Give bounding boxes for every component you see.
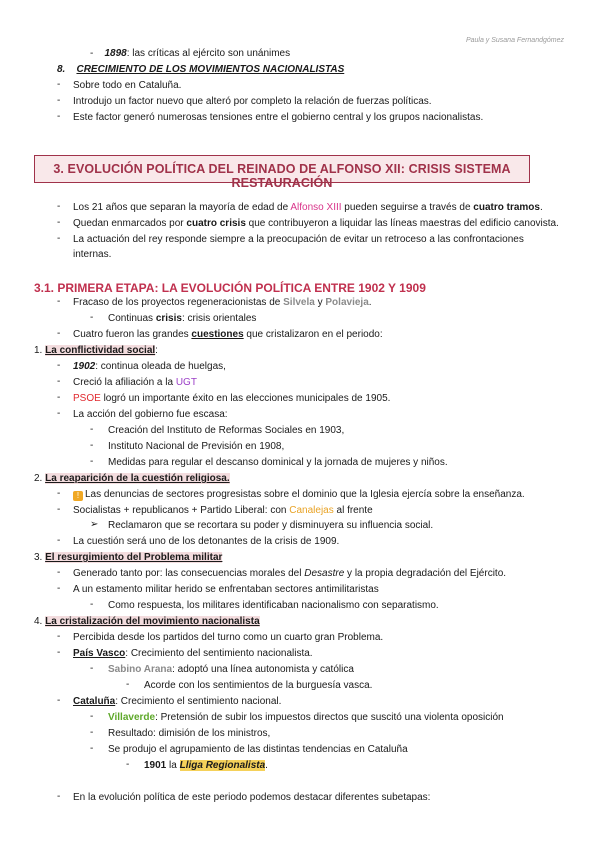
point-heading-2: 2. La reaparición de la cuestión religiosa. <box>34 473 230 484</box>
bullet-dash: - <box>57 695 61 706</box>
list-item: - 1898: las críticas al ejército son unánimes <box>90 48 291 59</box>
bullet-dash: - <box>57 233 61 244</box>
point-heading-4: 4. La cristalización del movimiento nacionalista <box>34 616 260 627</box>
list-item: En la evolución política de este periodo podemos destacar diferentes subetapas: <box>73 792 431 803</box>
bullet-dash: - <box>90 743 94 754</box>
list-item: A un estamento militar herido se enfrentaban sectores antimilitaristas <box>73 584 379 595</box>
point-heading-1: 1. La conflictividad social: <box>34 345 158 356</box>
bullet-dash: - <box>90 599 94 610</box>
list-item: Cataluña: Crecimiento el sentimiento nacional. <box>73 696 282 707</box>
bullet-dash: - <box>57 376 61 387</box>
subsection-title: 3.1. PRIMERA ETAPA: LA EVOLUCIÓN POLÍTICA ENTRE 1902 Y 1909 <box>34 281 426 295</box>
list-item: Fracaso de los proyectos regeneracionistas de Silvela y Polavieja. <box>73 297 372 308</box>
bullet-dash: - <box>57 201 61 212</box>
bullet-dash: - <box>57 79 61 90</box>
bullet-dash: - <box>126 759 130 770</box>
list-item: La cuestión será uno de los detonantes de la crisis de 1909. <box>73 536 340 547</box>
list-item: La actuación del rey responde siempre a la preocupación de evitar un retroceso a las confrontaciones <box>73 234 524 245</box>
list-item: Villaverde: Pretensión de subir los impuestos directos que suscitó una violenta oposición <box>108 712 504 723</box>
bullet-dash: - <box>57 535 61 546</box>
list-item: Acorde con los sentimientos de la burguesía vasca. <box>144 680 373 691</box>
list-item: País Vasco: Crecimiento del sentimiento nacionalista. <box>73 648 313 659</box>
list-item: Quedan enmarcados por cuatro crisis que contribuyeron a liquidar las líneas maestras del edificio canovista. <box>73 218 559 229</box>
bullet-dash: - <box>57 328 61 339</box>
list-item: Medidas para regular el descanso dominical y la jornada de mujeres y niños. <box>108 457 448 468</box>
bullet-dash: - <box>57 392 61 403</box>
bullet-dash: - <box>57 631 61 642</box>
bullet-dash: - <box>57 111 61 122</box>
list-item: Socialistas + republicanos + Partido Liberal: con Canalejas al frente <box>73 505 373 516</box>
list-item: PSOE logró un importante éxito en las elecciones municipales de 1905. <box>73 393 391 404</box>
list-item: Se produjo el agrupamiento de las distintas tendencias en Cataluña <box>108 744 408 755</box>
bullet-dash: - <box>57 360 61 371</box>
bullet-dash: - <box>57 217 61 228</box>
bullet-dash: - <box>57 408 61 419</box>
bullet-dash: - <box>57 647 61 658</box>
list-item: Reclamaron que se recortara su poder y disminuyera su influencia social. <box>108 520 434 531</box>
bullet-dash: - <box>90 456 94 467</box>
bullet-dash: - <box>57 504 61 515</box>
list-item: Creció la afiliación a la UGT <box>73 377 197 388</box>
bullet-dash: - <box>57 791 61 802</box>
list-item-continuation: internas. <box>73 249 112 260</box>
list-item: Introdujo un factor nuevo que alteró por completo la relación de fuerzas políticas. <box>73 96 432 107</box>
bullet-dash: - <box>57 95 61 106</box>
list-item: Percibida desde los partidos del turno como un cuarto gran Problema. <box>73 632 384 643</box>
list-item: 1902: continua oleada de huelgas, <box>73 361 226 372</box>
list-item: 1901 la Lliga Regionalista. <box>144 760 268 771</box>
list-item: Como respuesta, los militares identificaban nacionalismo con separatismo. <box>108 600 439 611</box>
list-item: ! Las denuncias de sectores progresistas sobre el dominio que la Iglesia ejercía sobre la enseñanza. <box>73 488 525 502</box>
arrow-bullet-icon: ➢ <box>90 519 99 530</box>
bullet-dash: - <box>90 312 94 323</box>
bullet-dash: - <box>57 488 61 499</box>
header-authors: Paula y Susana Fernandgómez <box>465 37 564 44</box>
list-item: Generado tanto por: las consecuencias morales del Desastre y la propia degradación del Ejército. <box>73 568 507 579</box>
list-item: Continuas crisis: crisis orientales <box>108 313 257 324</box>
list-item: Creación del Instituto de Reformas Sociales en 1903, <box>108 425 345 436</box>
list-item: Resultado: dimisión de los ministros, <box>108 728 271 739</box>
bullet-dash: - <box>57 583 61 594</box>
bullet-dash: - <box>90 727 94 738</box>
point-heading-3: 3. El resurgimiento del Problema militar <box>34 552 223 563</box>
bullet-dash: - <box>57 296 61 307</box>
bullet-dash: - <box>90 663 94 674</box>
bullet-dash: - <box>90 424 94 435</box>
numbered-heading: 8. CRECIMIENTO DE LOS MOVIMIENTOS NACIONALISTAS <box>57 64 345 75</box>
section-title: 3. EVOLUCIÓN POLÍTICA DEL REINADO DE ALFONSO XII: CRISIS SISTEMA RESTAURACIÓN <box>53 162 511 190</box>
list-item: La acción del gobierno fue escasa: <box>73 409 228 420</box>
list-item: Instituto Nacional de Previsión en 1908, <box>108 441 285 452</box>
bullet-dash: - <box>126 679 130 690</box>
list-item: Sobre todo en Cataluña. <box>73 80 182 91</box>
bullet-dash: - <box>90 711 94 722</box>
bullet-dash: - <box>57 567 61 578</box>
section-title-box <box>34 155 530 190</box>
list-item: Sabino Arana: adoptó una línea autonomista y católica <box>108 664 354 675</box>
list-item: Cuatro fueron las grandes cuestiones que cristalizaron en el periodo: <box>73 329 383 340</box>
warning-icon: ! <box>73 491 83 501</box>
list-item: Los 21 años que separan la mayoría de edad de Alfonso XIII pueden seguirse a través de cuatro tramos. <box>73 202 543 213</box>
list-item: Este factor generó numerosas tensiones entre el gobierno central y los grupos nacionalistas. <box>73 112 484 123</box>
bullet-dash: - <box>90 440 94 451</box>
